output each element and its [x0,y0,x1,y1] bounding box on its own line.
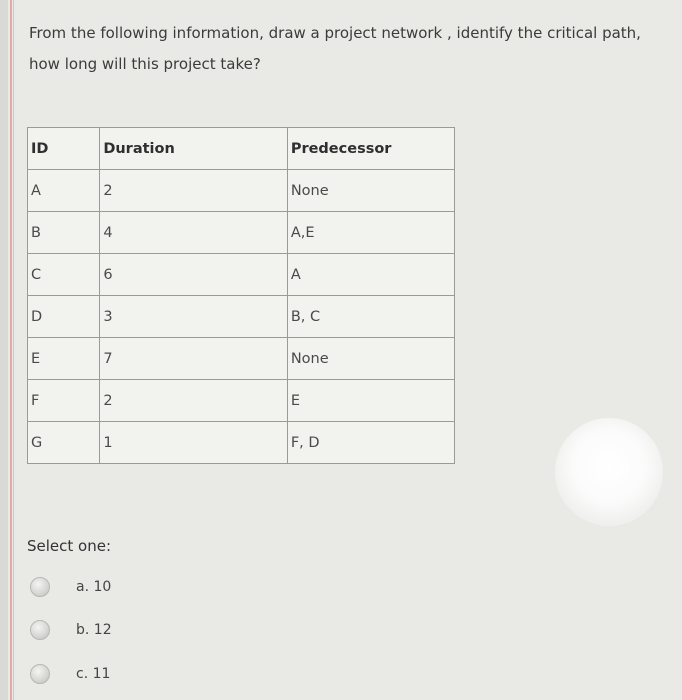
cell-predecessor: B, C [287,296,454,338]
header-duration: Duration [100,128,288,170]
question-text: From the following information, draw a project network , identify the critical path, how long will this project take? [29,24,641,73]
option-b[interactable] [30,617,112,643]
table-row [28,422,455,464]
table-row [28,296,455,338]
cell-predecessor: None [287,338,454,380]
screen-glare [555,418,663,526]
page-edge [0,0,8,700]
page-edge-shadow [13,0,14,700]
cell-predecessor: F, D [287,422,454,464]
cell-id: C [28,254,100,296]
table-row [28,380,455,422]
cell-duration: 2 [100,170,288,212]
cell-id: E [28,338,100,380]
option-a-label: a. 10 [76,579,112,595]
radio-c[interactable] [30,664,50,684]
cell-duration: 7 [100,338,288,380]
option-b-label: b. 12 [76,622,112,638]
cell-predecessor: None [287,170,454,212]
table-row [28,338,455,380]
option-c-label: c. 11 [76,666,111,682]
cell-id: A [28,170,100,212]
cell-duration: 6 [100,254,288,296]
cell-predecessor: A,E [287,212,454,254]
cell-duration: 4 [100,212,288,254]
cell-id: F [28,380,100,422]
radio-b[interactable] [30,620,50,640]
header-id: ID [28,128,100,170]
option-c[interactable] [30,661,110,687]
header-predecessor: Predecessor [287,128,454,170]
margin-line [10,0,12,700]
cell-predecessor: A [287,254,454,296]
table-header-row [28,128,455,170]
select-one-prompt: Select one: [27,537,112,555]
cell-id: B [28,212,100,254]
cell-duration: 3 [100,296,288,338]
cell-id: D [28,296,100,338]
cell-predecessor: E [287,380,454,422]
cell-duration: 2 [100,380,288,422]
table-row [28,170,455,212]
activity-table [27,127,455,464]
cell-id: G [28,422,100,464]
option-a[interactable] [30,574,111,600]
radio-a[interactable] [30,577,50,597]
table-row [28,254,455,296]
table-row [28,212,455,254]
cell-duration: 1 [100,422,288,464]
